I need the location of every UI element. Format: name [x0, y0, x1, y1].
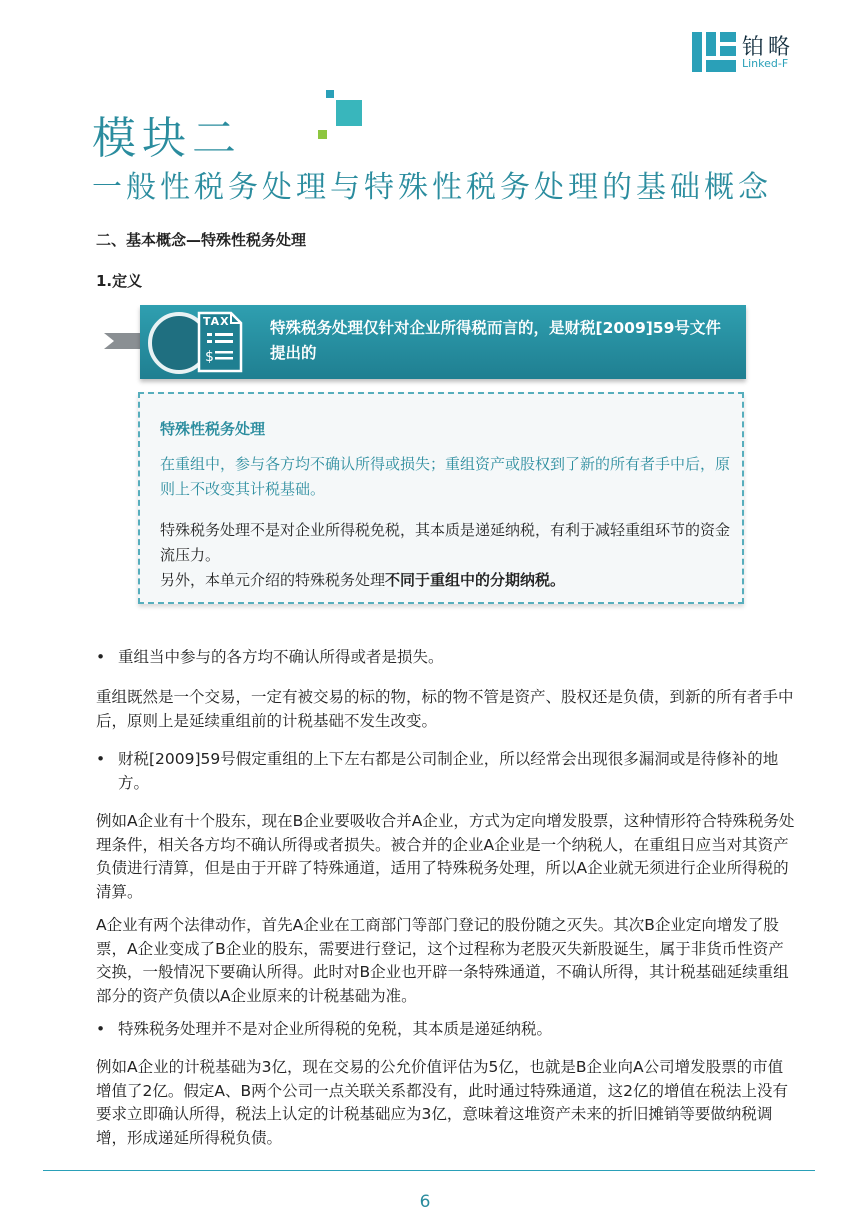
square-green: [318, 130, 327, 139]
banner-text: 特殊税务处理仅针对企业所得税而言的，是财税[2009]59号文件提出的: [270, 319, 721, 362]
logo-subtitle: Linked-F: [742, 57, 789, 70]
paragraph-3: A企业有两个法律动作，首先A企业在工商部门等部门登记的股份随之灭失。其次B企业定向增发了股票，A企业变成了B企业的股东，需要进行登记，这个过程称为老股灭失新股诞生，属于非货币性资产交换，一般情况下要确认所得。此时对B企业也开辟一条特殊通道，不确认所得，其计税基础延续重组部分的资产负债以A企业原来的计税基础为准。: [96, 916, 789, 1005]
paragraph-1: 重组既然是一个交易，一定有被交易的标的物，标的物不管是资产、股权还是负债，到新的所有者手中后，原则上是延续重组前的计税基础不发生改变。: [96, 688, 794, 730]
bullet-dot: •: [96, 1020, 106, 1038]
logo-mark-icon: [692, 32, 736, 72]
logo-name: 铂略: [742, 35, 795, 60]
definition-heading: 1.定义: [96, 272, 143, 290]
bullet-text: 财税[2009]59号假定重组的上下左右都是公司制企业，所以经常会出现很多漏洞或是待修补的地方。: [118, 750, 779, 792]
bullet-text: 特殊税务处理并不是对企业所得税的免税，其本质是递延纳税。: [118, 1020, 553, 1038]
box-body-line2-bold: 不同于重组中的分期纳税。: [385, 571, 566, 589]
definition-box: [138, 392, 744, 604]
tax-icon-label: TAX: [203, 315, 230, 328]
box-body-line1: 特殊税务处理不是对企业所得税免税，其本质是递延纳税，有利于减轻重组环节的资金流压力。: [160, 521, 731, 564]
bullet-item-2: [96, 748, 796, 795]
box-heading: 特殊性税务处理: [160, 420, 266, 438]
module-subtitle: 一般性税务处理与特殊性税务处理的基础概念: [92, 170, 772, 205]
svg-text:$: $: [205, 349, 214, 365]
box-body: [160, 518, 740, 593]
box-body-line2: [160, 568, 740, 593]
bullet-item-1: [96, 646, 796, 670]
paragraph-4: 例如A企业的计税基础为3亿，现在交易的公允价值评估为5亿，也就是B企业向A公司增发股票的市值增值了2亿。假定A、B两个公司一点关联关系都没有，此时通过特殊通道，这2亿的增值在税法上没有要求立即确认所得，税法上认定的计税基础应为3亿，意味着这堆资产未来的折旧摊销等要做纳税调增，形成递延所得税负债。: [96, 1058, 788, 1147]
bullet-item-3: [96, 1018, 796, 1042]
box-definition-text: 在重组中，参与各方均不确认所得或损失；重组资产或股权到了新的所有者手中后，原则上不改变其计税基础。: [160, 455, 731, 498]
decorative-squares: [318, 90, 368, 142]
brand-logo: [692, 32, 812, 74]
bullet-text: 重组当中参与的各方均不确认所得或者是损失。: [118, 648, 444, 666]
bullet-dot: •: [96, 750, 106, 768]
square-teal: [336, 100, 362, 126]
section-heading: 二、基本概念—特殊性税务处理: [96, 231, 307, 249]
square-blue: [326, 90, 334, 98]
footer-divider: [43, 1170, 815, 1171]
paragraph-2: 例如A企业有十个股东，现在B企业要吸收合并A企业，方式为定向增发股票，这种情形符合特殊税务处理条件，相关各方均不确认所得或者损失。被合并的企业A企业是一个纳税人，在重组日应当对其资产负债进行清算，但是由于开辟了特殊通道，适用了特殊税务处理，所以A企业就无须进行企业所得税的清算。: [96, 812, 795, 901]
module-title: 模块二: [92, 113, 242, 164]
bullet-dot: •: [96, 648, 106, 666]
page-number: 6: [419, 1192, 431, 1212]
box-body-line2-prefix: 另外，本单元介绍的特殊税务处理: [160, 571, 386, 589]
